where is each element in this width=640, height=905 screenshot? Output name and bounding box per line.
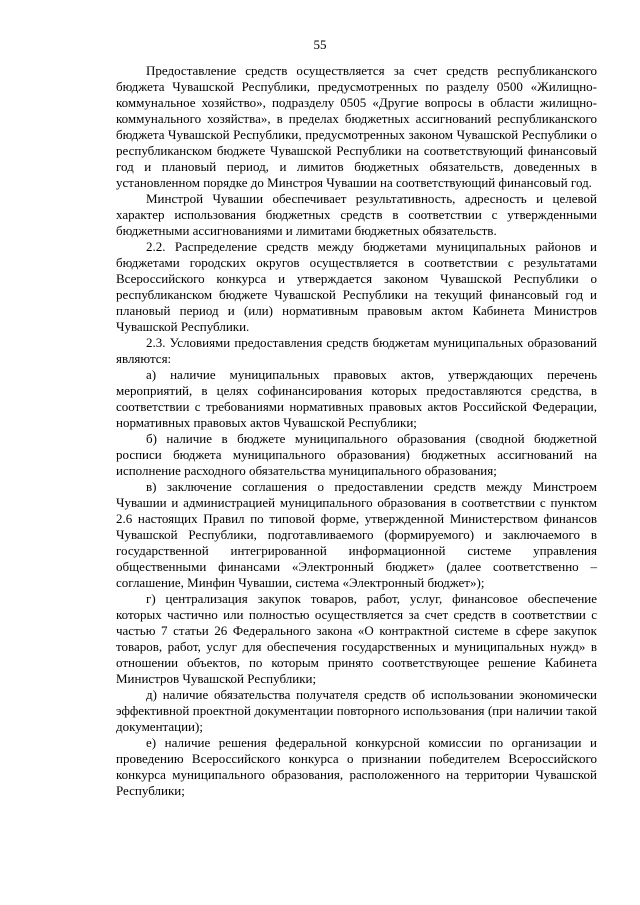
page-number: 55 (313, 37, 327, 52)
paragraph-2-2-distribution: 2.2. Распределение средств между бюджетами муниципальных районов и бюджетами городских округов осуществляется в соответствии с результатами Всероссийского конкурса и утверждается законом Чувашской Республики о республиканском бюджете Чувашской Республики на текущий финансовый год и плановый период и (или) нормативным правовым актом Кабинета Министров Чувашской Республики. (116, 239, 597, 334)
condition-g: г) централизация закупок товаров, работ, услуг, финансовое обеспечение которых частично или полностью осуществляется за счет средств в соответствии с частью 7 статьи 26 Федерального закона «О контрактной системе в сфере закупок товаров, работ, услуг для обеспечения государственных и муниципальных нужд» в отношении объектов, по которым принято соответствующее решение Кабинета Министров Чувашской Республики; (116, 591, 597, 686)
paragraph-2-3-conditions: 2.3. Условиями предоставления средств бюджетам муниципальных образований являются: (116, 335, 597, 366)
condition-e: е) наличие решения федеральной конкурсной комиссии по организации и проведению Всероссийского конкурса о признании победителем Всероссийского конкурса муниципального образования, расположенного на территории Чувашской Республики; (116, 735, 597, 798)
paragraph-minstroy-responsibility: Минстрой Чувашии обеспечивает результативность, адресность и целевой характер использования бюджетных средств в соответствии с утвержденными бюджетными ассигнованиями и лимитами бюджетных обязательств. (116, 191, 597, 238)
condition-d: д) наличие обязательства получателя средств об использовании экономически эффективной проектной документации повторного использования (при наличии такой документации); (116, 687, 597, 734)
condition-a: а) наличие муниципальных правовых актов, утверждающих перечень мероприятий, в целях софинансирования которых предоставляются средства, в соответствии с требованиями нормативных правовых актов Российской Федерации, нормативных правовых актов Чувашской Республики; (116, 367, 597, 430)
condition-v: в) заключение соглашения о предоставлении средств между Минстроем Чувашии и администрацией муниципального образования в соответствии с пунктом 2.6 настоящих Правил по типовой форме, утвержденной Министерством финансов Чувашской Республики, подготавливаемого (формируемого) и заключаемого в государственной интегрированной информационной системе управления общественными финансами «Электронный бюджет» (далее соответственно – соглашение, Минфин Чувашии, система «Электронный бюджет»); (116, 479, 597, 590)
paragraph-funding-source: Предоставление средств осуществляется за счет средств республиканского бюджета Чувашской Республики, предусмотренных по разделу 0500 «Жилищно-коммунальное хозяйство», подразделу 0505 «Другие вопросы в области жилищно-коммунального хозяйства», в пределах бюджетных ассигнований республиканского бюджета Чувашской Республики, предусмотренных законом Чувашской Республики о республиканском бюджете Чувашской Республики на соответствующий финансовый год и плановый период, и лимитов бюджетных обязательств, доведенных в установленном порядке до Минстроя Чувашии на соответствующий финансовый год. (116, 63, 597, 190)
condition-b: б) наличие в бюджете муниципального образования (сводной бюджетной росписи бюджета муниципального образования) бюджетных ассигнований на исполнение расходного обязательства муниципального образования; (116, 431, 597, 478)
document-body (116, 63, 597, 799)
